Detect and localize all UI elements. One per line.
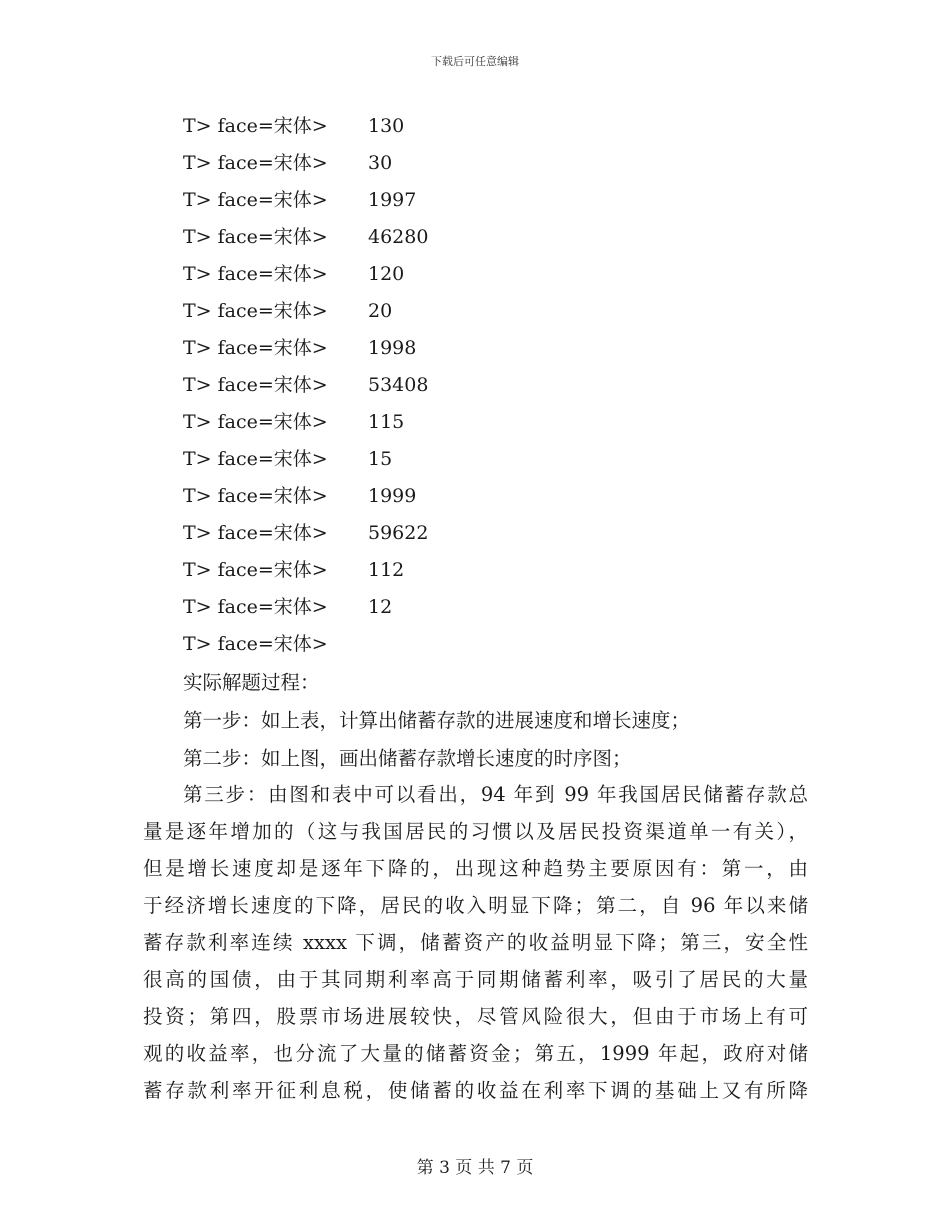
data-row <box>183 219 783 256</box>
data-rows <box>183 108 783 663</box>
row-tag: T> face=宋体> <box>183 448 328 470</box>
row-value: 130 <box>368 115 405 137</box>
row-value: 115 <box>368 411 405 433</box>
row-tag: T> face=宋体> <box>183 522 328 544</box>
data-row <box>183 256 783 293</box>
data-row <box>183 108 783 145</box>
row-tag: T> face=宋体> <box>183 189 328 211</box>
row-tag: T> face=宋体> <box>183 152 328 174</box>
data-row <box>183 552 783 589</box>
paragraph-line: 很高的国债，由于其同期利率高于同期储蓄利率，吸引了居民的大量 <box>143 968 808 991</box>
row-tag: T> face=宋体> <box>183 411 328 433</box>
page-number: 第 3 页 共 7 页 <box>416 1158 534 1178</box>
row-value: 112 <box>368 559 405 581</box>
row-value: 20 <box>368 300 393 322</box>
row-tag: T> face=宋体> <box>183 485 328 507</box>
row-value: 46280 <box>368 226 429 248</box>
row-value: 15 <box>368 448 393 470</box>
data-row <box>183 515 783 552</box>
solution-steps <box>183 664 823 778</box>
data-row <box>183 367 783 404</box>
row-tag: T> face=宋体> <box>183 300 328 322</box>
row-value: 59622 <box>368 522 429 544</box>
row-value: 30 <box>368 152 393 174</box>
data-row <box>183 145 783 182</box>
row-tag: T> face=宋体> <box>183 115 328 137</box>
row-tag: T> face=宋体> <box>183 337 328 359</box>
paragraph-line: 蓄存款利率连续 xxxx 下调，储蓄资产的收益明显下降；第三，安全性 <box>143 931 808 954</box>
paragraph-line: 投资；第四，股票市场进展较快，尽管风险很大，但由于市场上有可 <box>143 1005 808 1028</box>
paragraph-line: 但是增长速度却是逐年下降的，出现这种趋势主要原因有：第一，由 <box>143 857 808 880</box>
paragraph-line: 蓄存款利率开征利息税，使储蓄的收益在利率下调的基础上又有所降 <box>143 1079 808 1102</box>
paragraph-line: 第三步：由图和表中可以看出，94 年到 99 年我国居民储蓄存款总 <box>183 783 808 806</box>
row-tag: T> face=宋体> <box>183 596 328 618</box>
step-two: 第二步：如上图，画出储蓄存款增长速度的时序图； <box>183 747 632 770</box>
data-row <box>183 589 783 626</box>
paragraph-line: 于经济增长速度的下降，居民的收入明显下降；第二，自 96 年以来储 <box>143 894 808 917</box>
data-row <box>183 478 783 515</box>
steps-heading: 实际解题过程： <box>183 671 320 694</box>
step-one: 第一步：如上表，计算出储蓄存款的进展速度和增长速度； <box>183 709 691 732</box>
page-header: 下载后可任意编辑 <box>431 55 519 68</box>
row-value: 1999 <box>368 485 417 507</box>
data-row <box>183 404 783 441</box>
data-row <box>183 293 783 330</box>
row-tag: T> face=宋体> <box>183 263 328 285</box>
data-row <box>183 182 783 219</box>
data-row <box>183 330 783 367</box>
row-tag: T> face=宋体> <box>183 559 328 581</box>
row-tag: T> face=宋体> <box>183 633 328 655</box>
row-value: 1998 <box>368 337 417 359</box>
row-value: 53408 <box>368 374 429 396</box>
data-row <box>183 626 783 663</box>
row-value: 1997 <box>368 189 417 211</box>
paragraph-line: 观的收益率，也分流了大量的储蓄资金；第五，1999 年起，政府对储 <box>143 1042 808 1065</box>
row-tag: T> face=宋体> <box>183 374 328 396</box>
data-row <box>183 441 783 478</box>
row-value: 12 <box>368 596 393 618</box>
paragraph-line: 量是逐年增加的（这与我国居民的习惯以及居民投资渠道单一有关）， <box>143 820 808 843</box>
row-value: 120 <box>368 263 405 285</box>
row-tag: T> face=宋体> <box>183 226 328 248</box>
analysis-paragraph <box>143 776 808 1109</box>
